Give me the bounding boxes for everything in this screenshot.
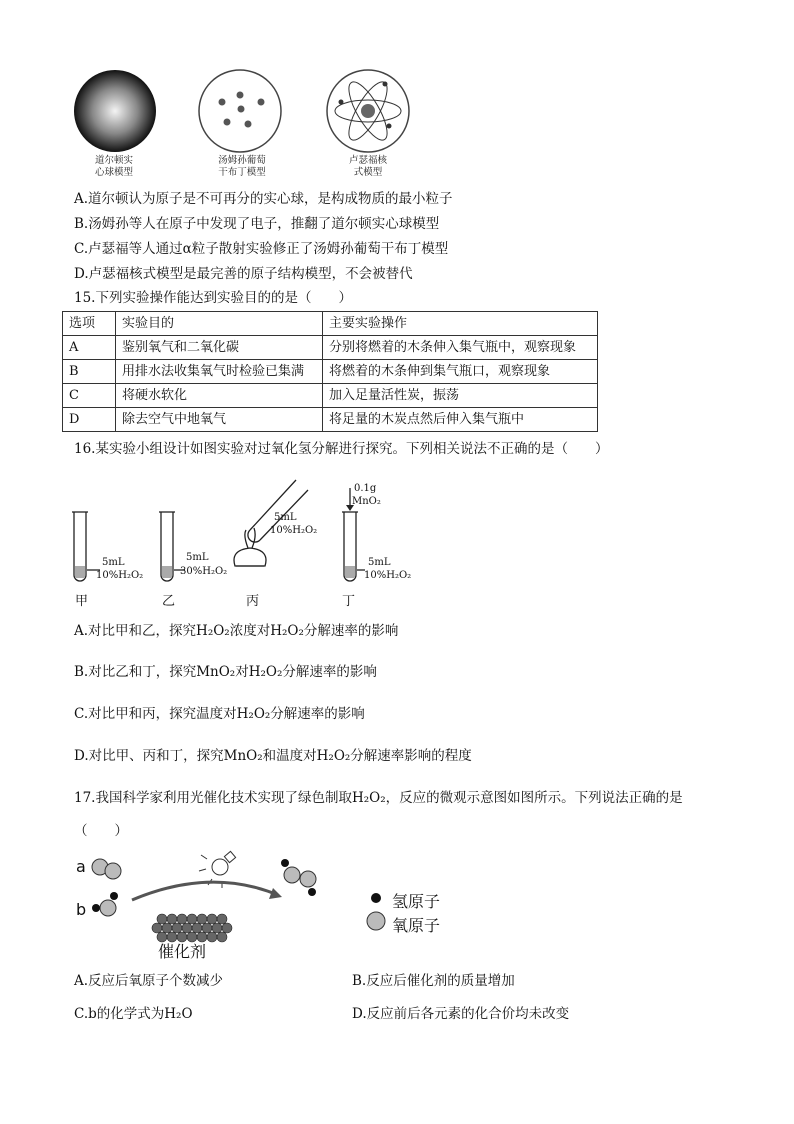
- oxygen-atom-legend-glyph: [365, 910, 387, 932]
- q14-option-b: B.汤姆孙等人在原子中发现了电子，推翻了道尔顿实心球模型: [74, 216, 440, 232]
- table-cell: 鉴别氧气和二氧化碳: [116, 336, 323, 360]
- table-row: [63, 408, 598, 432]
- tube-ding-additive-mass: 0.1g: [354, 483, 377, 494]
- tube-yi-concentration: 30%H₂O₂: [180, 566, 228, 577]
- table-cell: C: [63, 384, 116, 408]
- table-cell: B: [63, 360, 116, 384]
- table-cell: D: [63, 408, 116, 432]
- q15-table: [62, 311, 598, 432]
- table-cell: 将足量的木炭点然后伸入集气瓶中: [323, 408, 598, 432]
- table-cell: 将硬水软化: [116, 384, 323, 408]
- thomson-caption: 汤姆孙葡萄 干布丁模型: [218, 155, 266, 178]
- q16-option-d: D.对比甲、丙和丁，探究MnO₂和温度对H₂O₂分解速率影响的程度: [74, 748, 472, 764]
- table-cell: 加入足量活性炭，振荡: [323, 384, 598, 408]
- q16-stem: 16.某实验小组设计如图实验对过氧化氢分解进行探究。下列相关说法不正确的是（ ）: [74, 441, 609, 457]
- tube-jia-volume: 5mL: [102, 557, 125, 568]
- tube-ding-concentration: 10%H₂O₂: [364, 570, 412, 581]
- tube-name-bing: 丙: [246, 594, 260, 609]
- q17-option-b: B.反应后催化剂的质量增加: [352, 973, 515, 989]
- tube-name-yi: 乙: [162, 594, 176, 609]
- legend-oxygen: 氧原子: [392, 916, 441, 935]
- tube-yi-volume: 5mL: [186, 552, 209, 563]
- q15-stem: 15.下列实验操作能达到实验目的的是（ ）: [74, 290, 352, 306]
- table-row: [63, 360, 598, 384]
- table-row: [63, 384, 598, 408]
- photocatalysis-figure: [70, 845, 370, 965]
- tube-jia-concentration: 10%H₂O₂: [96, 570, 144, 581]
- q14-option-a: A.道尔顿认为原子是不可再分的实心球，是构成物质的最小粒子: [74, 191, 453, 207]
- q17-paren: （ ）: [74, 823, 128, 839]
- table-cell: 分别将燃着的木条伸入集气瓶中，观察现象: [323, 336, 598, 360]
- q17-option-c: C.b的化学式为H₂O: [74, 1006, 193, 1022]
- rutherford-nuclear-model: [323, 66, 413, 156]
- tube-bing-concentration: 10%H₂O₂: [270, 525, 318, 536]
- table-cell: 除去空气中地氧气: [116, 408, 323, 432]
- q16-option-c: C.对比甲和丙，探究温度对H₂O₂分解速率的影响: [74, 706, 365, 722]
- q17-option-a: A.反应后氧原子个数减少: [74, 973, 224, 989]
- tube-ding-additive: MnO₂: [352, 496, 381, 507]
- q17-option-d: D.反应前后各元素的化合价均未改变: [352, 1006, 570, 1022]
- thomson-pudding-model: [195, 66, 285, 156]
- table-cell: 用排水法收集氧气时检验已集满: [116, 360, 323, 384]
- tube-name-ding: 丁: [342, 594, 356, 609]
- q14-option-c: C.卢瑟福等人通过α粒子散射实验修正了汤姆孙葡萄干布丁模型: [74, 241, 449, 257]
- molecule-a-label: a: [76, 857, 86, 876]
- table-cell: A: [63, 336, 116, 360]
- table-header-row: [63, 312, 598, 336]
- q16-option-b: B.对比乙和丁，探究MnO₂对H₂O₂分解速率的影响: [74, 664, 377, 680]
- hydrogen-atom-legend-glyph: [370, 892, 382, 904]
- rutherford-caption: 卢瑟福核 式模型: [348, 155, 387, 178]
- table-row: [63, 336, 598, 360]
- catalyst-label: 催化剂: [158, 942, 207, 961]
- table-header: 主要实验操作: [323, 312, 598, 336]
- q14-option-d: D.卢瑟福核式模型是最完善的原子结构模型，不会被替代: [74, 266, 413, 282]
- table-header: 选项: [63, 312, 116, 336]
- dalton-caption: 道尔顿实 心球模型: [94, 155, 133, 178]
- tube-ding-volume: 5mL: [368, 557, 391, 568]
- legend-hydrogen: 氢原子: [392, 892, 441, 911]
- molecule-b-label: b: [76, 900, 87, 919]
- table-cell: 将燃着的木条伸到集气瓶口，观察现象: [323, 360, 598, 384]
- tube-bing-volume: 5mL: [274, 512, 297, 523]
- tube-name-jia: 甲: [75, 594, 89, 609]
- dalton-sphere-model: [70, 66, 160, 156]
- q17-stem: 17.我国科学家利用光催化技术实现了绿色制取H₂O₂，反应的微观示意图如图所示。下列说法正确的是: [74, 790, 683, 806]
- q16-option-a: A.对比甲和乙，探究H₂O₂浓度对H₂O₂分解速率的影响: [74, 623, 399, 639]
- table-header: 实验目的: [116, 312, 323, 336]
